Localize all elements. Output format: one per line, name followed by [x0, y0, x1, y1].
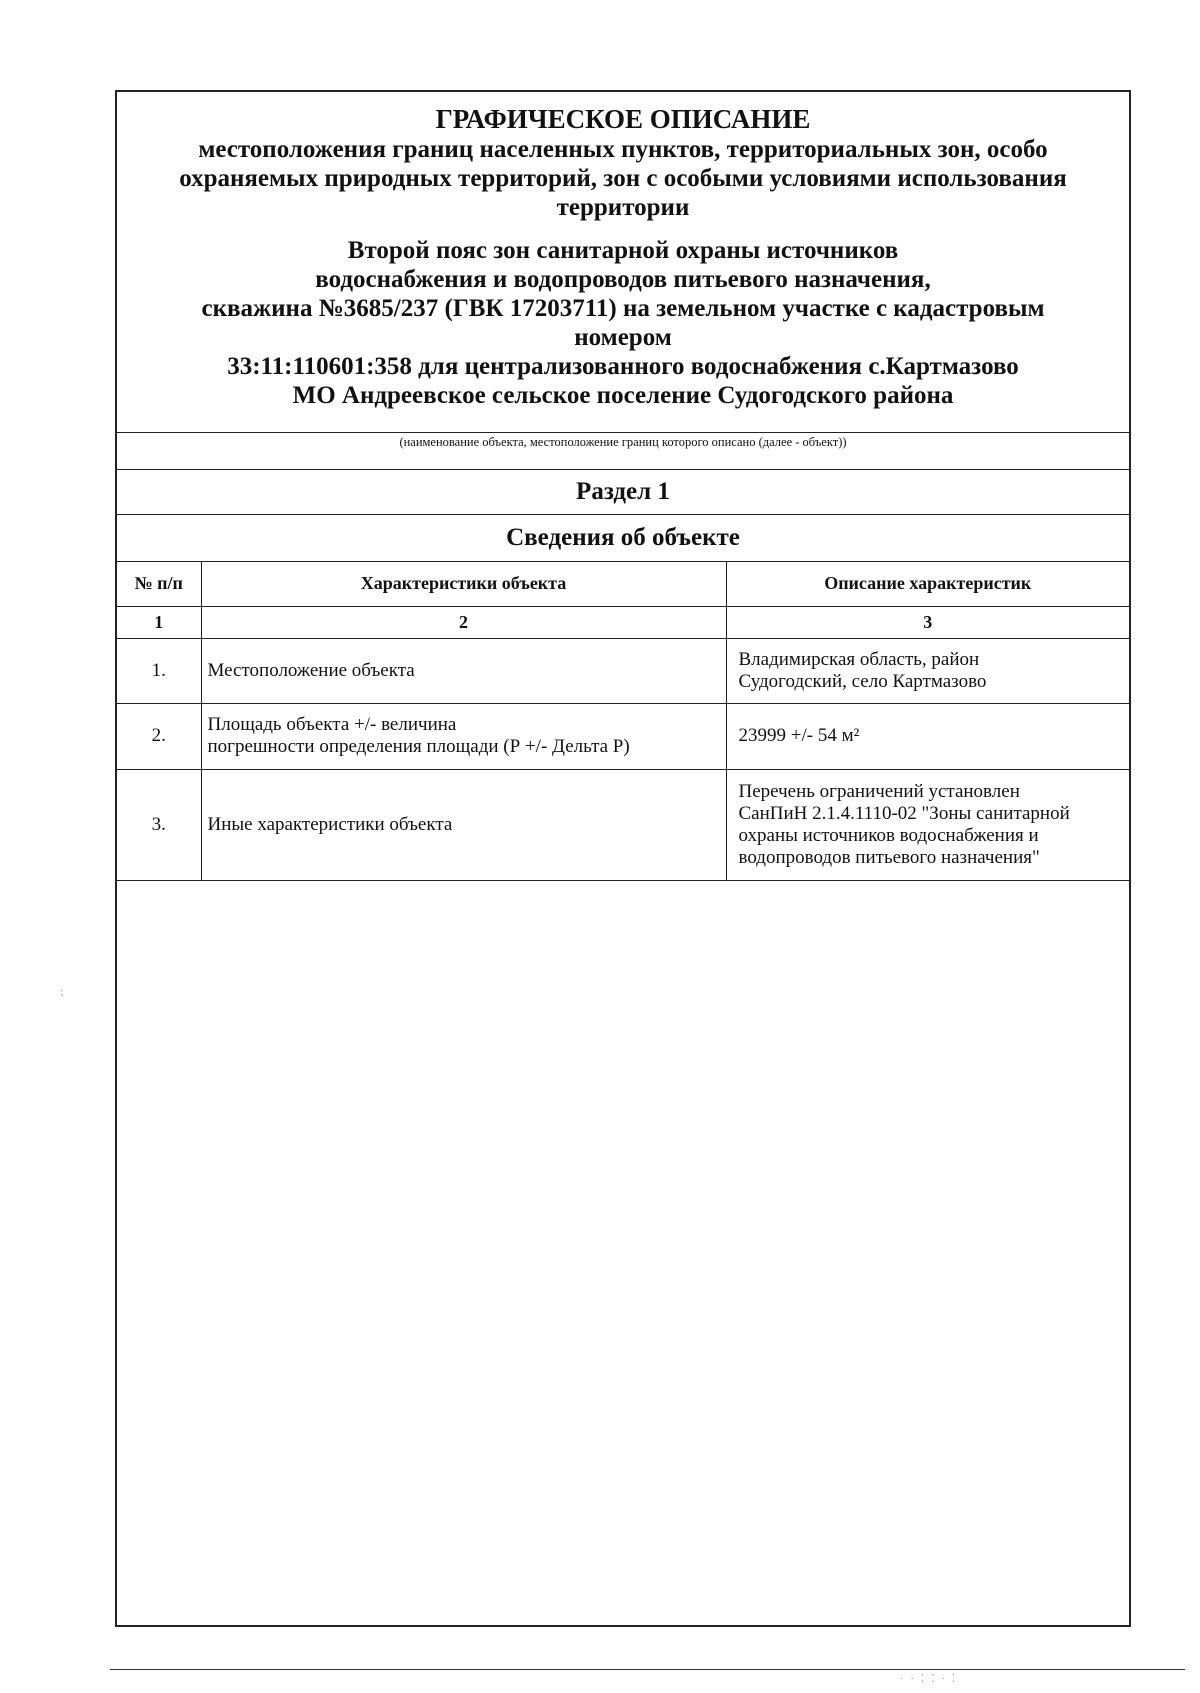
scan-artifact: · · ⁚ ⁚ · ⁚ [900, 1673, 958, 1685]
table-row [117, 769, 1129, 880]
page-bottom-rule [110, 1669, 1185, 1670]
header-cell: Описание характеристик [726, 561, 1129, 606]
characteristic-cell [201, 638, 726, 703]
divider [117, 432, 1129, 433]
description-line: водопроводов питьевого назначения" [738, 846, 1040, 868]
section-title: Раздел 1 [576, 478, 670, 505]
description-cell [726, 769, 1129, 880]
table-row [117, 703, 1129, 769]
scan-artifact: ⁏ [60, 986, 66, 998]
subtitle-line: местоположения границ населенных пунктов, территориальных зон, особо [198, 136, 1048, 163]
characteristic-line: Местоположение объекта [207, 659, 415, 681]
object-name-note: (наименование объекта, местоположение границ которого описано (далее - объект)) [399, 435, 847, 449]
characteristic-line: Площадь объекта +/- величина [207, 714, 457, 735]
row-number: 2. [117, 703, 201, 769]
object-name [117, 236, 1129, 410]
description-line: СанПиН 2.1.4.1110-02 "Зоны санитарной [738, 802, 1070, 824]
column-number-cell: 2 [201, 606, 726, 638]
characteristic-cell [201, 703, 726, 769]
description-line: Владимирская область, район [738, 648, 980, 670]
column-number-cell: 1 [117, 606, 201, 638]
object-name-line: номером [574, 324, 672, 351]
header-cell: Характеристики объекта [201, 561, 726, 606]
table-row [117, 638, 1129, 703]
subtitle-line: территории [556, 194, 690, 221]
characteristic-line: погрешности определения площади (Р +/- Дельта Р) [207, 736, 630, 757]
row-number: 3. [117, 769, 201, 880]
document-title: ГРАФИЧЕСКОЕ ОПИСАНИЕ [435, 104, 811, 134]
table-header-row [117, 561, 1129, 606]
subtitle-line: охраняемых природных территорий, зон с особыми условиями использования [179, 165, 1067, 192]
object-name-line: 33:11:110601:358 для централизованного водоснабжения с.Картмазово [227, 353, 1019, 380]
section-subtitle: Сведения об объекте [506, 524, 740, 551]
header-cell: № п/п [117, 561, 201, 606]
object-name-line: Второй пояс зон санитарной охраны источников [347, 237, 899, 264]
object-name-line: МО Андреевское сельское поселение Судогодского района [292, 382, 954, 409]
description-line: 23999 +/- 54 м² [738, 725, 860, 746]
description-cell [726, 638, 1129, 703]
characteristic-line: Иные характеристики объекта [207, 813, 453, 835]
object-name-line: водоснабжения и водопроводов питьевого назначения, [315, 266, 931, 293]
column-number-cell: 3 [726, 606, 1129, 638]
title-block [117, 92, 1129, 410]
description-line: Судогодский, село Картмазово [738, 670, 987, 692]
characteristic-cell [201, 769, 726, 880]
description-line: Перечень ограничений установлен [738, 780, 1020, 802]
object-info-table [117, 561, 1129, 881]
document-subtitle [117, 135, 1129, 222]
description-line: охраны источников водоснабжения и [738, 824, 1039, 846]
document-frame [115, 90, 1131, 1627]
object-name-line: скважина №3685/237 (ГВК 17203711) на земельном участке с кадастровым [201, 295, 1045, 322]
column-number-row [117, 606, 1129, 638]
row-number: 1. [117, 638, 201, 703]
description-cell [726, 703, 1129, 769]
